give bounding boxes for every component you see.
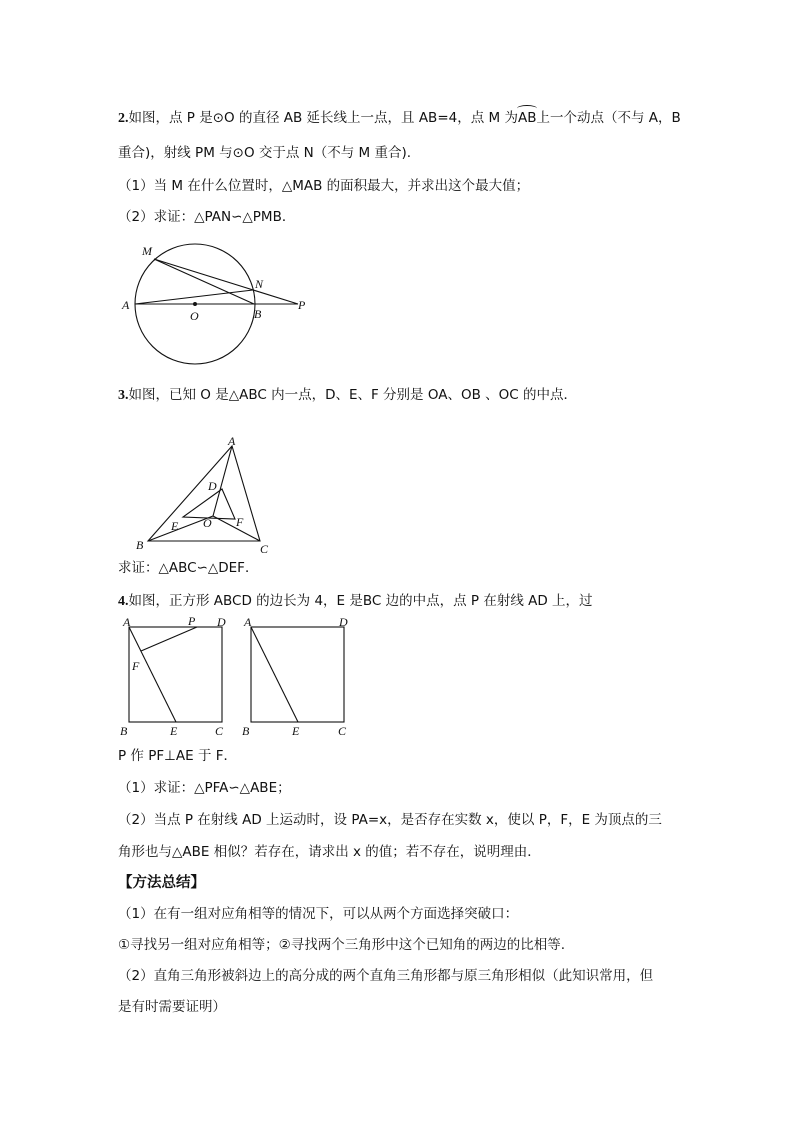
line-mp xyxy=(154,259,298,304)
label-m: M xyxy=(142,244,152,258)
label-b: B xyxy=(120,724,128,738)
label-c: C xyxy=(338,724,347,738)
label-f: F xyxy=(132,659,140,673)
problem2-text-b: 上一个动点（不与 A，B xyxy=(536,110,681,126)
problem4-question2-line2: 角形也与△ABE 相似？若存在，请求出 x 的值；若不存在，说明理由． xyxy=(118,844,541,860)
label-f: F xyxy=(236,515,244,529)
label-o: O xyxy=(203,516,212,530)
problem4-text: 如图，正方形 ABCD 的边长为 4，E 是BC 边的中点，点 P 在射线 AD 上，过 xyxy=(128,593,593,609)
problem2-number: 2. xyxy=(118,111,129,126)
label-p: P xyxy=(188,614,196,628)
summary-point2: ①寻找另一组对应角相等；②寻找两个三角形中这个已知角的两边的比相等. xyxy=(118,937,565,953)
label-a: A xyxy=(122,298,130,312)
label-n: N xyxy=(255,277,264,291)
segment-ae xyxy=(251,627,298,722)
problem4-figure1 xyxy=(118,614,233,739)
line-an xyxy=(135,290,253,304)
problem4-question1: （1）求证：△PFA∽△ABE； xyxy=(118,780,291,796)
label-c: C xyxy=(215,724,224,738)
label-p: P xyxy=(298,298,306,312)
label-b: B xyxy=(136,538,144,552)
label-d: D xyxy=(208,479,217,493)
summary-heading: 【方法总结】 xyxy=(118,875,205,891)
square-abcd xyxy=(251,627,344,722)
problem2-question1: （1）当 M 在什么位置时，△MAB 的面积最大，并求出这个最大值； xyxy=(118,178,530,194)
label-b: B xyxy=(242,724,250,738)
label-d: D xyxy=(217,615,226,629)
problem3-figure xyxy=(128,433,288,558)
problem4-question2-line1: （2）当点 P 在射线 AD 上运动时，设 PA=x，是否存在实数 x，使以 P，F，E 为顶点的三 xyxy=(118,812,662,828)
problem3-conclusion: 求证：△ABC∽△DEF． xyxy=(118,560,259,576)
label-e: E xyxy=(171,519,179,533)
problem4-line2: P 作 PF⊥AE 于 F． xyxy=(118,748,238,764)
summary-point3-line1: （2）直角三角形被斜边上的高分成的两个直角三角形都与原三角形相似（此知识常用，但 xyxy=(118,968,654,984)
problem4-line xyxy=(118,592,593,611)
label-o: O xyxy=(190,309,199,323)
problem2-line1 xyxy=(118,109,681,128)
problem2-figure xyxy=(118,236,318,371)
segment-pf xyxy=(141,627,197,651)
problem3-number: 3. xyxy=(118,388,129,403)
segment-ae xyxy=(129,627,176,722)
problem4-figure2 xyxy=(240,614,355,739)
summary-point1: （1）在有一组对应角相等的情况下，可以从两个方面选择突破口： xyxy=(118,906,519,922)
problem3-line xyxy=(118,386,577,405)
label-d: D xyxy=(339,615,348,629)
label-a: A xyxy=(123,615,131,629)
label-e: E xyxy=(292,724,300,738)
center-point xyxy=(193,302,197,306)
problem3-text: 如图，已知 O 是△ABC 内一点，D、E、F 分别是 OA、OB 、OC 的中点． xyxy=(128,387,577,403)
label-b: B xyxy=(254,307,262,321)
summary-point3-line2: 是有时需要证明） xyxy=(118,999,226,1015)
label-a: A xyxy=(228,434,236,448)
problem2-line2: 重合)，射线 PM 与⊙O 交于点 N（不与 M 重合). xyxy=(118,145,412,161)
label-e: E xyxy=(170,724,178,738)
line-mb xyxy=(154,259,254,304)
label-a: A xyxy=(244,615,252,629)
problem4-number: 4. xyxy=(118,594,129,609)
arc-ab: AB xyxy=(517,110,537,126)
triangle-def xyxy=(183,489,235,519)
square-abcd xyxy=(129,627,222,722)
problem2-question2: （2）求证：△PAN∽△PMB． xyxy=(118,209,296,225)
problem2-text-a: 如图，点 P 是⊙O 的直径 AB 延长线上一点，且 AB=4，点 M 为 xyxy=(128,110,518,126)
label-c: C xyxy=(260,542,269,556)
